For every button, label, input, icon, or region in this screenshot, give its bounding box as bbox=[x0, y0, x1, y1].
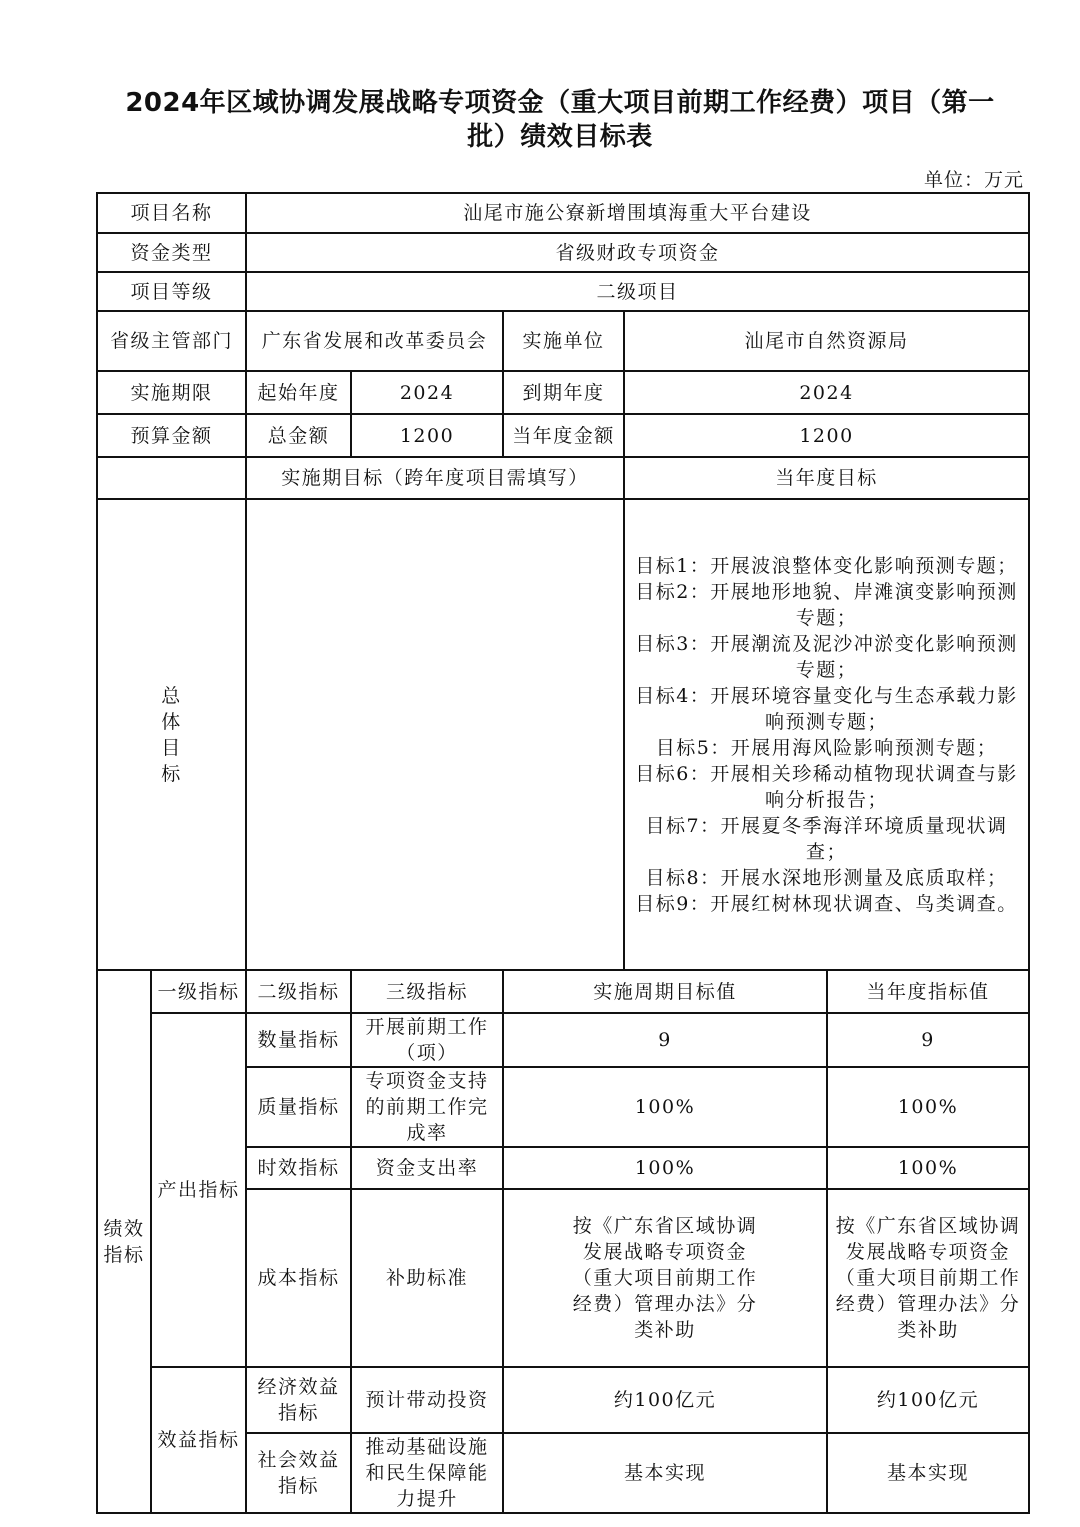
label-overall-goal bbox=[97, 499, 246, 970]
indicator-period-line: 按《广东省区域协调 bbox=[572, 1215, 758, 1237]
label-output: 产出指标 bbox=[151, 1013, 246, 1367]
indicator-level3-line: 资金支出率 bbox=[375, 1157, 479, 1179]
indicator-year-line: 基本实现 bbox=[887, 1462, 970, 1484]
indicator-period-value bbox=[503, 1433, 827, 1513]
indicator-level2-line: 社会效益 bbox=[257, 1449, 340, 1471]
label-dept: 省级主管部门 bbox=[97, 311, 246, 371]
row-dept bbox=[97, 311, 1029, 371]
goal-line: 目标6：开展相关珍稀动植物现状调查与影 bbox=[635, 762, 1018, 785]
indicator-year-line: 发展战略专项资金 bbox=[846, 1241, 1011, 1263]
label-impl-unit: 实施单位 bbox=[503, 311, 624, 371]
goal-line: 目标7：开展夏冬季海洋环境质量现状调 bbox=[645, 814, 1008, 837]
value-current-amount: 1200 bbox=[624, 414, 1029, 457]
label-perf-indicator bbox=[97, 970, 151, 1513]
indicator-year-line: 类补助 bbox=[897, 1319, 959, 1341]
goal-line: 专题； bbox=[795, 606, 858, 629]
indicator-period-value bbox=[503, 1013, 827, 1067]
label-project-name: 项目名称 bbox=[97, 193, 246, 233]
indicator-period-line: 约100亿元 bbox=[613, 1389, 717, 1411]
indicator-level3-line: 专项资金支持的前期工作完 bbox=[365, 1070, 489, 1118]
indicator-year-line: 约100亿元 bbox=[876, 1389, 980, 1411]
indicator-year-line: （重大项目前期工作 bbox=[835, 1267, 1021, 1289]
label-fund-type: 资金类型 bbox=[97, 233, 246, 272]
indicator-level2 bbox=[246, 1147, 351, 1189]
title-line-1: 2024年区域协调发展战略专项资金（重大项目前期工作经费）项目（第一 bbox=[125, 88, 995, 118]
value-dept: 广东省发展和改革委员会 bbox=[246, 311, 503, 371]
indicator-level2-line: 指标 bbox=[278, 1475, 320, 1497]
value-end-year: 2024 bbox=[624, 371, 1029, 414]
performance-target-table bbox=[96, 192, 1030, 1514]
row-overall-goal bbox=[97, 499, 1029, 970]
row-project-level bbox=[97, 272, 1029, 311]
goal-line: 查； bbox=[806, 840, 848, 863]
value-total: 1200 bbox=[351, 414, 503, 457]
indicator-period-value bbox=[503, 1147, 827, 1189]
indicator-row bbox=[97, 1013, 1029, 1067]
label-current-amount: 当年度金额 bbox=[503, 414, 624, 457]
indicator-level3 bbox=[351, 1067, 503, 1147]
row-goal-headers bbox=[97, 457, 1029, 499]
label-period-value: 实施周期目标值 bbox=[503, 970, 827, 1013]
indicator-year-value bbox=[827, 1433, 1029, 1513]
value-project-name: 汕尾市施公寮新增围填海重大平台建设 bbox=[246, 193, 1029, 233]
goal-line: 目标5：开展用海风险影响预测专题； bbox=[655, 736, 998, 759]
label-start-year: 起始年度 bbox=[246, 371, 351, 414]
indicator-level3 bbox=[351, 1367, 503, 1433]
indicator-level2 bbox=[246, 1367, 351, 1433]
value-project-level: 二级项目 bbox=[246, 272, 1029, 311]
perf-line: 绩效 bbox=[103, 1217, 145, 1240]
goal-line: 目标3：开展潮流及泥沙冲淤变化影响预测 bbox=[635, 632, 1018, 655]
indicator-row bbox=[97, 1367, 1029, 1433]
indicator-year-value bbox=[827, 1067, 1029, 1147]
goal-header-empty bbox=[97, 457, 246, 499]
indicator-year-line: 9 bbox=[921, 1029, 935, 1051]
indicator-level3-line: 预计带动投资 bbox=[365, 1389, 489, 1411]
unit-label: 单位：万元 bbox=[923, 169, 1024, 191]
overall-goal-char: 目 bbox=[161, 736, 182, 759]
indicator-level2 bbox=[246, 1189, 351, 1367]
label-benefit: 效益指标 bbox=[151, 1367, 246, 1513]
indicator-level3 bbox=[351, 1189, 503, 1367]
label-period: 实施期限 bbox=[97, 371, 246, 414]
perf-line: 指标 bbox=[103, 1243, 145, 1266]
row-indicator-headers bbox=[97, 970, 1029, 1013]
indicator-year-value bbox=[827, 1013, 1029, 1067]
overall-goal-char: 标 bbox=[161, 762, 182, 785]
value-year-goal bbox=[624, 499, 1029, 970]
indicator-period-line: 100% bbox=[634, 1096, 696, 1118]
title-line-2: 批）绩效目标表 bbox=[467, 122, 653, 152]
label-level1: 一级指标 bbox=[151, 970, 246, 1013]
indicator-level2 bbox=[246, 1433, 351, 1513]
indicator-level2-line: 数量指标 bbox=[257, 1029, 340, 1051]
goal-line: 响预测专题； bbox=[765, 710, 889, 733]
indicator-year-value bbox=[827, 1147, 1029, 1189]
label-level3: 三级指标 bbox=[351, 970, 503, 1013]
indicator-period-line: （重大项目前期工作 bbox=[572, 1267, 758, 1289]
indicator-level2-line: 成本指标 bbox=[257, 1267, 340, 1289]
goal-line: 目标8：开展水深地形测量及底质取样； bbox=[645, 866, 1008, 889]
value-impl-unit: 汕尾市自然资源局 bbox=[624, 311, 1029, 371]
label-year-value: 当年度指标值 bbox=[827, 970, 1029, 1013]
indicator-period-value bbox=[503, 1189, 827, 1367]
label-budget: 预算金额 bbox=[97, 414, 246, 457]
row-budget bbox=[97, 414, 1029, 457]
indicator-level3-line: 推动基础设施和民生保障能 bbox=[365, 1436, 489, 1484]
label-end-year: 到期年度 bbox=[503, 371, 624, 414]
indicator-level2-line: 时效指标 bbox=[257, 1157, 340, 1179]
indicator-period-line: 100% bbox=[634, 1157, 696, 1179]
indicator-level3 bbox=[351, 1013, 503, 1067]
row-period bbox=[97, 371, 1029, 414]
page-title bbox=[60, 86, 1060, 154]
overall-goal-char: 总 bbox=[161, 684, 182, 707]
indicator-period-line: 9 bbox=[658, 1029, 672, 1051]
value-start-year: 2024 bbox=[351, 371, 503, 414]
indicator-period-line: 类补助 bbox=[634, 1319, 696, 1341]
indicator-level2-line: 质量指标 bbox=[257, 1096, 340, 1118]
indicator-level2-line: 经济效益 bbox=[257, 1376, 340, 1398]
indicator-year-line: 100% bbox=[897, 1157, 959, 1179]
indicator-level3 bbox=[351, 1147, 503, 1189]
indicator-year-line: 经费）管理办法》分 bbox=[835, 1293, 1021, 1315]
indicator-level3-line: 补助标准 bbox=[386, 1267, 469, 1289]
indicator-year-line: 100% bbox=[897, 1096, 959, 1118]
row-fund-type bbox=[97, 233, 1029, 272]
indicator-level2 bbox=[246, 1013, 351, 1067]
indicator-period-value bbox=[503, 1367, 827, 1433]
indicator-year-value bbox=[827, 1367, 1029, 1433]
indicator-year-value bbox=[827, 1189, 1029, 1367]
goal-line: 目标9：开展红树林现状调查、鸟类调查。 bbox=[635, 892, 1018, 915]
label-level2: 二级指标 bbox=[246, 970, 351, 1013]
indicator-level2-line: 指标 bbox=[278, 1402, 320, 1424]
indicator-level3-line: 力提升 bbox=[396, 1488, 458, 1510]
goal-line: 目标4：开展环境容量变化与生态承载力影 bbox=[635, 684, 1018, 707]
value-fund-type: 省级财政专项资金 bbox=[246, 233, 1029, 272]
indicator-level3-line: 开展前期工作（项） bbox=[365, 1016, 489, 1064]
value-period-goal bbox=[246, 499, 624, 970]
goal-line: 目标1：开展波浪整体变化影响预测专题； bbox=[635, 554, 1018, 577]
overall-goal-char: 体 bbox=[161, 710, 182, 733]
indicator-level3-line: 成率 bbox=[406, 1122, 448, 1144]
label-year-goal: 当年度目标 bbox=[624, 457, 1029, 499]
indicator-period-line: 经费）管理办法》分 bbox=[572, 1293, 758, 1315]
label-project-level: 项目等级 bbox=[97, 272, 246, 311]
goal-line: 响分析报告； bbox=[765, 788, 889, 811]
indicator-level2 bbox=[246, 1067, 351, 1147]
indicator-period-line: 基本实现 bbox=[624, 1462, 707, 1484]
row-project-name bbox=[97, 193, 1029, 233]
indicator-level3 bbox=[351, 1433, 503, 1513]
goal-line: 专题； bbox=[795, 658, 858, 681]
label-period-goal: 实施期目标（跨年度项目需填写） bbox=[246, 457, 624, 499]
label-total: 总金额 bbox=[246, 414, 351, 457]
indicator-period-value bbox=[503, 1067, 827, 1147]
indicator-year-line: 按《广东省区域协调 bbox=[835, 1215, 1021, 1237]
indicator-period-line: 发展战略专项资金 bbox=[583, 1241, 748, 1263]
goal-line: 目标2：开展地形地貌、岸滩演变影响预测 bbox=[635, 580, 1018, 603]
